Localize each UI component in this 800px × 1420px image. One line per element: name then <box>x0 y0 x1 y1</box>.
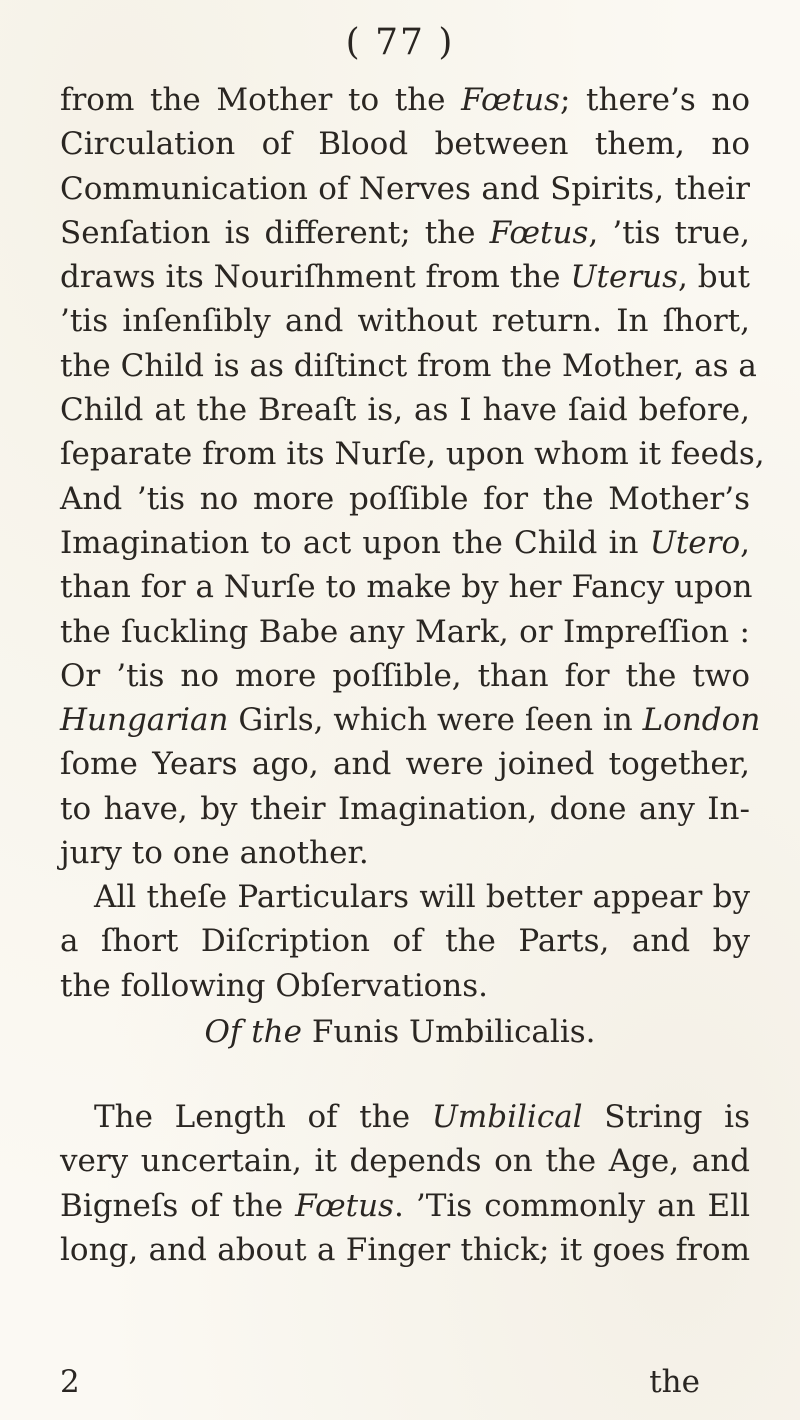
catchline <box>60 1360 700 1404</box>
text-line: Senſation is different; the Fœtus, ’tis true, <box>60 214 750 251</box>
text-line: Communication of Nerves and Spirits, their <box>60 170 750 207</box>
italic-text: Uterus <box>570 259 679 296</box>
signature-mark: 2 <box>60 1364 80 1400</box>
text-line: ſome Years ago, and were joined together, <box>60 746 750 783</box>
section-heading: Of the Funis Umbilicalis. <box>204 1014 596 1050</box>
italic-text: Utero <box>649 524 741 561</box>
text-line: the Child is as diſtinct from the Mother, as a <box>60 347 757 384</box>
text-line: long, and about a Finger thick; it goes from <box>60 1231 750 1268</box>
page-number: ( 77 ) <box>345 22 455 63</box>
paragraph-2 <box>60 875 750 1008</box>
text-line: Or ’tis no more poſſible, than for the two <box>60 657 750 694</box>
paragraph-3 <box>60 1095 750 1272</box>
italic-text: Umbilical <box>431 1099 583 1135</box>
italic-text: Fœtus <box>489 214 589 251</box>
text-line: very uncertain, it depends on the Age, and <box>60 1143 750 1180</box>
paragraph-1 <box>60 78 765 875</box>
text-line: The Length of the Umbilical String is <box>94 1099 750 1135</box>
text-line: Bigneſs of the Fœtus. ’Tis commonly an Ell <box>60 1187 751 1224</box>
text-line: draws its Nouriſhment from the Uterus, but <box>60 259 750 296</box>
text-line: the following Obſervations. <box>60 967 489 1004</box>
italic-text: Fœtus <box>461 82 560 118</box>
text-line: Imagination to act upon the Child in Utero, <box>60 524 750 561</box>
text-line: Child at the Breaſt is, as I have ſaid before, <box>60 392 750 429</box>
text-line: than for a Nurſe to make by her Fancy upon <box>60 569 753 606</box>
text-line: Circulation of Blood between them, no <box>60 126 750 163</box>
text-line: the ſuckling Babe any Mark, or Impreſſion : <box>60 613 750 650</box>
text-line: jury to one another. <box>60 835 369 872</box>
text-line: And ’tis no more poſſible for the Mother’s <box>60 480 750 517</box>
text-line: a ſhort Diſcription of the Parts, and by <box>60 923 750 960</box>
text-line: Hungarian Girls, which were ſeen in London <box>60 702 761 739</box>
italic-text: Hungarian <box>60 702 229 739</box>
text-line: ſeparate from its Nurſe, upon whom it feeds, <box>60 436 765 473</box>
italic-text: Of the <box>204 1014 302 1050</box>
text-line: ’tis inſenſibly and without return. In ſhort, <box>60 303 750 340</box>
italic-text: Fœtus <box>295 1187 394 1224</box>
text-line: to have, by their Imagination, done any In- <box>60 790 750 827</box>
text-line: from the Mother to the Fœtus; there’s no <box>60 82 750 118</box>
catchword: the <box>649 1364 700 1400</box>
italic-text: London <box>642 702 761 739</box>
text-line: All theſe Particulars will better appear by <box>94 879 750 915</box>
